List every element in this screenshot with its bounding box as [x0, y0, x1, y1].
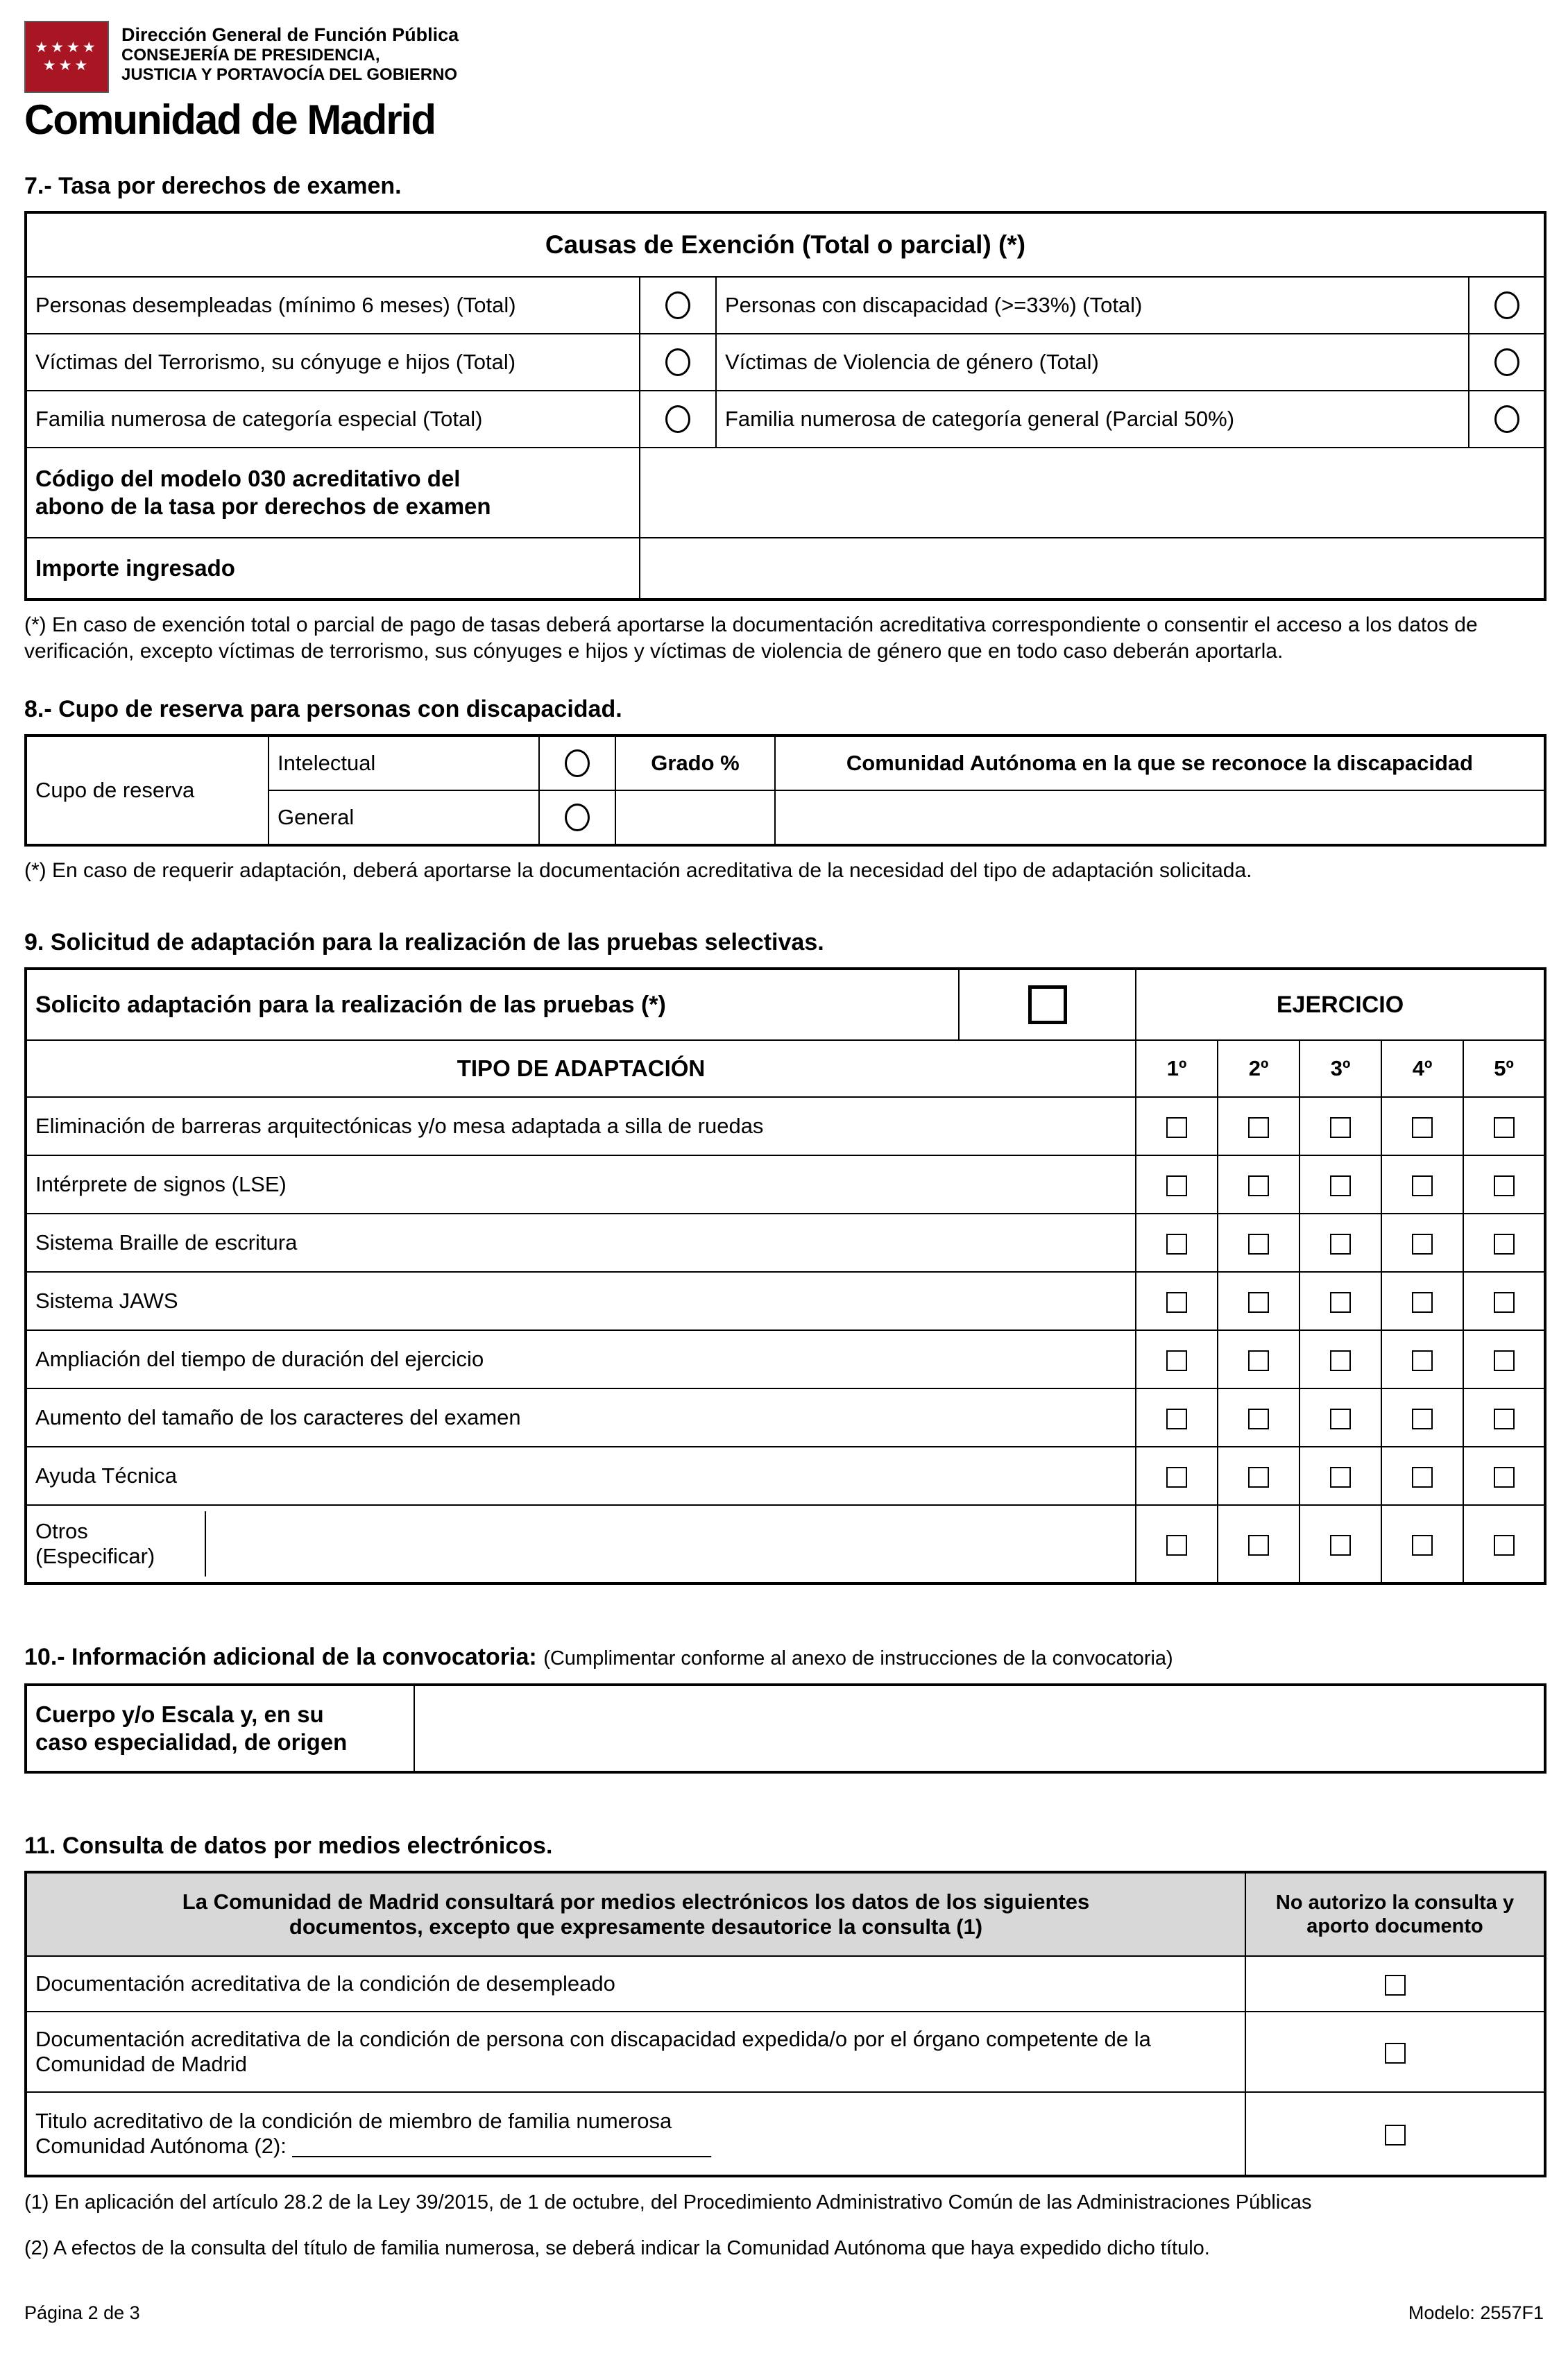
- checkbox-cell: [1136, 1272, 1218, 1330]
- org-text: [121, 21, 459, 85]
- flag-stars-row-bottom: ★★★: [42, 58, 91, 74]
- adaptation-checkbox[interactable]: [1248, 1350, 1269, 1371]
- adaptation-checkbox[interactable]: [1166, 1292, 1187, 1313]
- comunidad-autonoma-fill-in[interactable]: Comunidad Autónoma (2): ___________________________________: [35, 2134, 711, 2158]
- checkbox-cell: [1218, 1272, 1299, 1330]
- consulta-header-left: La Comunidad de Madrid consultará por medios electrónicos los datos de los siguientes documentos, excepto que expresamente desautorice la consulta (1): [182, 1889, 1090, 1939]
- checkbox-cell: [1381, 1155, 1463, 1214]
- adaptation-checkbox[interactable]: [1494, 1117, 1515, 1138]
- familia-numerosa-line1: Titulo acreditativo de la condición de miembro de familia numerosa: [35, 2109, 672, 2133]
- adaptation-checkbox[interactable]: [1412, 1292, 1433, 1313]
- flag-stars-row-top: ★★★★: [35, 40, 99, 56]
- otros-label: Otros (Especificar): [27, 1511, 206, 1577]
- adaptation-checkbox[interactable]: [1330, 1292, 1351, 1313]
- radio-cell: [1469, 391, 1545, 448]
- adaptation-checkbox[interactable]: [1166, 1117, 1187, 1138]
- codigo-030-input[interactable]: [640, 448, 1545, 538]
- radio-terrorismo[interactable]: [665, 348, 690, 376]
- radio-intelectual[interactable]: [565, 749, 590, 777]
- adaptation-checkbox[interactable]: [1166, 1175, 1187, 1196]
- page-header: [24, 21, 1544, 142]
- adaptation-checkbox[interactable]: [1330, 1409, 1351, 1429]
- adaptation-checkbox[interactable]: [1248, 1234, 1269, 1255]
- cupo-option-intelectual-label: Intelectual: [269, 736, 539, 790]
- checkbox-cell: [1463, 1155, 1545, 1214]
- adaptation-checkbox[interactable]: [1166, 1350, 1187, 1371]
- adaptation-checkbox[interactable]: [1494, 1467, 1515, 1488]
- radio-desempleadas[interactable]: [665, 291, 690, 319]
- adaptation-checkbox[interactable]: [1412, 1350, 1433, 1371]
- adaptation-checkbox[interactable]: [1248, 1292, 1269, 1313]
- no-autorizo-familia-numerosa-checkbox[interactable]: [1385, 2125, 1406, 2146]
- brand-comunidad-de-madrid: Comunidad de Madrid: [24, 96, 435, 143]
- radio-discapacidad[interactable]: [1494, 291, 1519, 319]
- checkbox-cell: [1218, 1214, 1299, 1272]
- checkbox-cell: [1299, 1388, 1381, 1447]
- checkbox-cell: [1245, 2012, 1545, 2092]
- adaptation-checkbox[interactable]: [1494, 1234, 1515, 1255]
- radio-familia-general[interactable]: [1494, 405, 1519, 433]
- checkbox-cell: [1218, 1097, 1299, 1155]
- checkbox-cell: [1463, 1097, 1545, 1155]
- otros-especificar-input[interactable]: [206, 1511, 1135, 1577]
- checkbox-cell: [1218, 1505, 1299, 1583]
- checkbox-cell: [1299, 1330, 1381, 1388]
- exemption-label-discapacidad: Personas con discapacidad (>=33%) (Total): [716, 277, 1469, 334]
- solicito-adaptacion-checkbox[interactable]: [1028, 985, 1067, 1024]
- radio-cell: [539, 736, 615, 790]
- adaptation-checkbox[interactable]: [1494, 1409, 1515, 1429]
- adaptation-checkbox[interactable]: [1248, 1409, 1269, 1429]
- adaptation-label: Sistema JAWS: [26, 1272, 1136, 1330]
- cuerpo-escala-label-cell: [26, 1685, 414, 1772]
- checkbox-cell: [1218, 1388, 1299, 1447]
- adaptation-label: Intérprete de signos (LSE): [26, 1155, 1136, 1214]
- exercise-col-4: 4º: [1381, 1040, 1463, 1097]
- checkbox-cell: [1381, 1447, 1463, 1505]
- checkbox-cell: [1218, 1330, 1299, 1388]
- checkbox-cell: [1299, 1214, 1381, 1272]
- cupo-reserva-label: Cupo de reserva: [26, 736, 269, 845]
- adaptation-label: Ampliación del tiempo de duración del ejercicio: [26, 1330, 1136, 1388]
- radio-cell: [539, 790, 615, 845]
- section9-title: 9. Solicitud de adaptación para la realización de las pruebas selectivas.: [24, 929, 824, 955]
- checkbox-cell: [1218, 1155, 1299, 1214]
- checkbox-cell: [1463, 1505, 1545, 1583]
- checkbox-cell: [1136, 1214, 1218, 1272]
- adaptation-label: Sistema Braille de escritura: [26, 1214, 1136, 1272]
- cuerpo-escala-label: Cuerpo y/o Escala y, en su caso especialidad, de origen: [35, 1701, 348, 1755]
- grado-header: Grado %: [615, 736, 775, 790]
- checkbox-cell: [1463, 1388, 1545, 1447]
- adaptation-checkbox[interactable]: [1248, 1175, 1269, 1196]
- adaptation-checkbox[interactable]: [1166, 1234, 1187, 1255]
- adaptation-checkbox[interactable]: [1412, 1409, 1433, 1429]
- section11-footnote-2: (2) A efectos de la consulta del título de familia numerosa, se deberá indicar la Comunidad Autónoma que haya expedido dicho título.: [24, 2237, 1210, 2259]
- adaptation-checkbox[interactable]: [1412, 1117, 1433, 1138]
- exemption-label-familia-especial: Familia numerosa de categoría especial (Total): [26, 391, 640, 448]
- radio-cell: [1469, 277, 1545, 334]
- adaptation-checkbox[interactable]: [1412, 1175, 1433, 1196]
- radio-cell: [640, 334, 716, 391]
- section10-title-text: 10.- Información adicional de la convocatoria:: [24, 1644, 537, 1670]
- checkbox-cell: [1381, 1330, 1463, 1388]
- radio-violencia-genero[interactable]: [1494, 348, 1519, 376]
- importe-input[interactable]: [640, 538, 1545, 600]
- exercise-col-2: 2º: [1218, 1040, 1299, 1097]
- exercise-col-3: 3º: [1299, 1040, 1381, 1097]
- exemption-table-title: Causas de Exención (Total o parcial) (*): [26, 212, 1545, 277]
- exercise-col-1: 1º: [1136, 1040, 1218, 1097]
- consulta-header-right: No autorizo la consulta y aporto documento: [1245, 1872, 1545, 1956]
- exemption-label-familia-general: Familia numerosa de categoría general (Parcial 50%): [716, 391, 1469, 448]
- checkbox-cell: [1463, 1272, 1545, 1330]
- adaptation-label: Aumento del tamaño de los caracteres del examen: [26, 1388, 1136, 1447]
- radio-cell: [640, 391, 716, 448]
- adaptation-checkbox[interactable]: [1248, 1467, 1269, 1488]
- checkbox-cell: [1381, 1097, 1463, 1155]
- section7-footnote: (*) En caso de exención total o parcial de pago de tasas deberá aportarse la documentación acreditativa correspondiente o consentir el acceso a los datos de verificación, excepto víctimas de terrorismo, sus cónyuges e hijos y víctimas de violencia de género que en todo caso deberán aportarla.: [24, 613, 1478, 663]
- footer-page-number: Página 2 de 3: [24, 2302, 140, 2323]
- adaptation-checkbox[interactable]: [1412, 1467, 1433, 1488]
- adaptation-checkbox[interactable]: [1330, 1234, 1351, 1255]
- checkbox-cell: [1299, 1097, 1381, 1155]
- section10-title-note: (Cumplimentar conforme al anexo de instrucciones de la convocatoria): [543, 1647, 1173, 1669]
- section10-title: [24, 1643, 1544, 1672]
- cuerpo-escala-input[interactable]: [414, 1685, 1545, 1772]
- importe-label: Importe ingresado: [35, 554, 235, 581]
- checkbox-cell: [1136, 1330, 1218, 1388]
- adaptation-checkbox[interactable]: [1166, 1409, 1187, 1429]
- adaptation-checkbox[interactable]: [1494, 1535, 1515, 1556]
- checkbox-cell: [1381, 1214, 1463, 1272]
- adaptation-checkbox[interactable]: [1248, 1535, 1269, 1556]
- adaptation-table: [24, 967, 1546, 1585]
- adaptation-checkbox[interactable]: [1330, 1117, 1351, 1138]
- cupo-reserva-table: [24, 734, 1546, 847]
- consulta-datos-table: [24, 1871, 1546, 2177]
- section8-footnote: (*) En caso de requerir adaptación, deberá aportarse la documentación acreditativa de la necesidad del tipo de adaptación solicitada.: [24, 859, 1252, 882]
- adaptation-checkbox[interactable]: [1494, 1175, 1515, 1196]
- section11-footnote-1: (1) En aplicación del artículo 28.2 de la Ley 39/2015, de 1 de octubre, del Procedimiento Administrativo Común de las Administraciones Públicas: [24, 2191, 1312, 2214]
- info-adicional-table: [24, 1683, 1546, 1774]
- codigo-030-label-cell: [26, 448, 640, 538]
- adaptation-checkbox[interactable]: [1494, 1292, 1515, 1313]
- importe-label-cell: [26, 538, 640, 600]
- section11-title: 11. Consulta de datos por medios electrónicos.: [24, 1833, 553, 1859]
- comunidad-discapacidad-header: Comunidad Autónoma en la que se reconoce la discapacidad: [775, 736, 1545, 790]
- exemption-label-violencia-genero: Víctimas de Violencia de género (Total): [716, 334, 1469, 391]
- adaptation-label: Eliminación de barreras arquitectónicas y/o mesa adaptada a silla de ruedas: [26, 1097, 1136, 1155]
- checkbox-cell: [1218, 1447, 1299, 1505]
- section7-title: 7.- Tasa por derechos de examen.: [24, 173, 402, 199]
- footer-model-number: Modelo: 2557F1: [1408, 2302, 1544, 2323]
- no-autorizo-desempleado-checkbox[interactable]: [1385, 1975, 1406, 1996]
- exercise-col-5: 5º: [1463, 1040, 1545, 1097]
- no-autorizo-discapacidad-checkbox[interactable]: [1385, 2043, 1406, 2064]
- adaptation-checkbox[interactable]: [1248, 1117, 1269, 1138]
- radio-general[interactable]: [565, 804, 590, 831]
- checkbox-cell: [1299, 1447, 1381, 1505]
- checkbox-cell: [1299, 1272, 1381, 1330]
- codigo-030-label: Código del modelo 030 acreditativo del abono de la tasa por derechos de examen: [35, 466, 491, 519]
- comunidad-discapacidad-input[interactable]: [775, 790, 1545, 845]
- grado-input[interactable]: [615, 790, 775, 845]
- checkbox-cell: [1136, 1447, 1218, 1505]
- checkbox-cell: [1381, 1388, 1463, 1447]
- adaptation-checkbox[interactable]: [1166, 1535, 1187, 1556]
- adaptation-checkbox[interactable]: [1494, 1350, 1515, 1371]
- page-footer: [24, 2302, 1544, 2324]
- org-consejeria-line1: CONSEJERÍA DE PRESIDENCIA,: [121, 46, 380, 65]
- checkbox-cell: [1381, 1505, 1463, 1583]
- adaptation-checkbox[interactable]: [1412, 1234, 1433, 1255]
- checkbox-cell: [1381, 1272, 1463, 1330]
- adaptation-checkbox[interactable]: [1330, 1175, 1351, 1196]
- checkbox-cell: [1136, 1505, 1218, 1583]
- cupo-option-general-label: General: [269, 790, 539, 845]
- checkbox-cell: [1463, 1214, 1545, 1272]
- checkbox-cell: [1136, 1155, 1218, 1214]
- consulta-header-left-cell: [26, 1872, 1245, 1956]
- solicito-adaptacion-label: Solicito adaptación para la realización de las pruebas (*): [26, 969, 959, 1040]
- checkbox-cell: [1245, 2092, 1545, 2176]
- ejercicio-header: EJERCICIO: [1136, 969, 1545, 1040]
- adaptation-checkbox[interactable]: [1330, 1535, 1351, 1556]
- radio-familia-especial[interactable]: [665, 405, 690, 433]
- adaptation-checkbox[interactable]: [1166, 1467, 1187, 1488]
- radio-cell: [640, 277, 716, 334]
- otros-row-cell: [26, 1505, 1136, 1583]
- adaptation-checkbox[interactable]: [1330, 1467, 1351, 1488]
- adaptation-label: Ayuda Técnica: [26, 1447, 1136, 1505]
- exemption-label-terrorismo: Víctimas del Terrorismo, su cónyuge e hijos (Total): [26, 334, 640, 391]
- checkbox-cell: [1463, 1330, 1545, 1388]
- adaptation-checkbox[interactable]: [1412, 1535, 1433, 1556]
- solicito-checkbox-cell: [959, 969, 1136, 1040]
- checkbox-cell: [1299, 1505, 1381, 1583]
- consulta-row-familia-numerosa: [26, 2092, 1245, 2176]
- exemption-label-desempleadas: Personas desempleadas (mínimo 6 meses) (Total): [26, 277, 640, 334]
- checkbox-cell: [1136, 1097, 1218, 1155]
- exemption-table: [24, 211, 1546, 601]
- checkbox-cell: [1136, 1388, 1218, 1447]
- consulta-row-discapacidad: Documentación acreditativa de la condición de persona con discapacidad expedida/o por el órgano competente de la Comunidad de Madrid: [26, 2012, 1245, 2092]
- comunidad-madrid-flag-icon: [24, 21, 109, 93]
- org-direccion: Dirección General de Función Pública: [121, 24, 459, 45]
- checkbox-cell: [1463, 1447, 1545, 1505]
- checkbox-cell: [1299, 1155, 1381, 1214]
- adaptation-checkbox[interactable]: [1330, 1350, 1351, 1371]
- tipo-adaptacion-header: TIPO DE ADAPTACIÓN: [26, 1040, 1136, 1097]
- section8-title: 8.- Cupo de reserva para personas con discapacidad.: [24, 696, 622, 722]
- checkbox-cell: [1245, 1956, 1545, 2012]
- radio-cell: [1469, 334, 1545, 391]
- consulta-row-desempleado: Documentación acreditativa de la condición de desempleado: [26, 1956, 1245, 2012]
- org-consejeria-line2: JUSTICIA Y PORTAVOCÍA DEL GOBIERNO: [121, 65, 458, 84]
